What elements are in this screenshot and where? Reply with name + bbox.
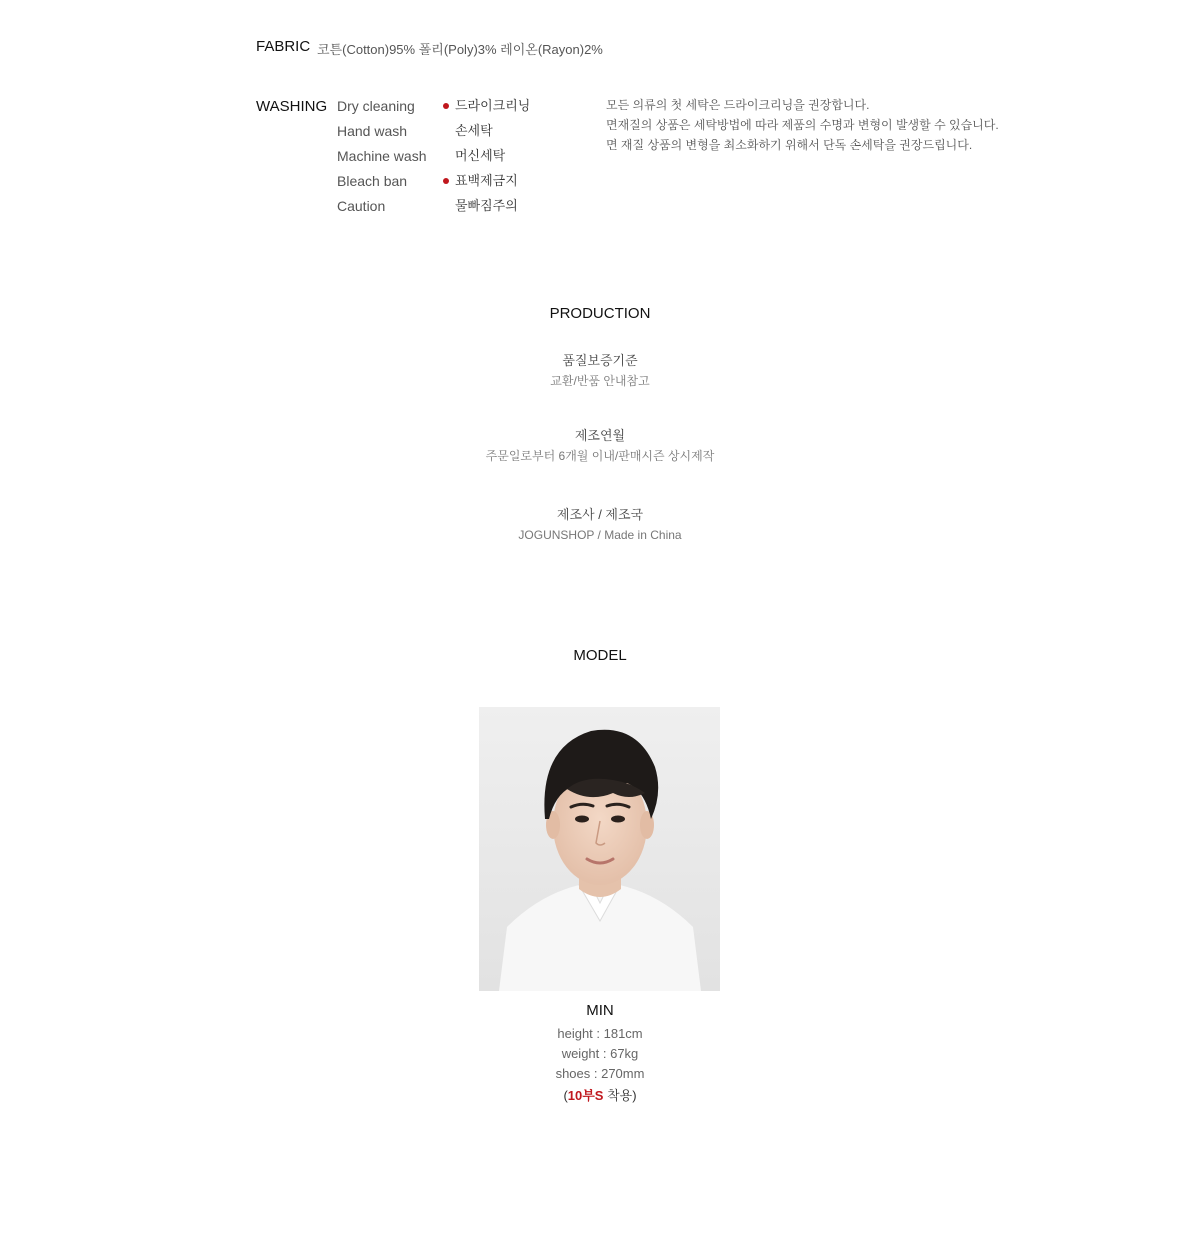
production-item-sub: 주문일로부터 6개월 이내/판매시즌 상시제작 — [485, 449, 715, 463]
washing-notes — [606, 97, 999, 157]
wash-item-ko: 손세탁 — [455, 123, 493, 138]
model-name: MIN — [586, 1002, 614, 1019]
wash-item-ko: 표백제금지 — [442, 172, 530, 197]
production-item-maker — [0, 506, 1200, 544]
washing-note: 모든 의류의 첫 세탁은 드라이크리닝을 권장합니다. — [606, 98, 870, 112]
model-weight: weight : 67kg — [561, 1046, 639, 1061]
fabric-composition: 코튼(Cotton)95% 폴리(Poly)3% 레이온(Rayon)2% — [317, 42, 603, 57]
production-item-sub: 교환/반품 안내참고 — [550, 374, 650, 388]
production-item-quality — [0, 352, 1200, 390]
wash-item-en: Dry cleaning — [337, 98, 415, 114]
model-portrait-image — [479, 707, 720, 991]
washing-note: 면재질의 상품은 세탁방법에 따라 제품의 수명과 변형이 발생할 수 있습니다. — [606, 118, 999, 132]
production-item-heading: 제조연월 — [574, 428, 626, 443]
washing-english-list — [337, 97, 427, 222]
wash-item-ko: 드라이크리닝 — [442, 97, 530, 122]
model-photo — [479, 707, 720, 991]
production-item-heading: 품질보증기준 — [562, 353, 638, 368]
wash-item-en: Bleach ban — [337, 173, 408, 189]
model-shoes: shoes : 270mm — [555, 1066, 645, 1081]
selected-dot-icon — [443, 178, 449, 184]
production-title: PRODUCTION — [549, 305, 651, 322]
production-item-heading: 제조사 / 제조국 — [556, 507, 644, 522]
model-size-highlight: 10부S — [567, 1088, 604, 1103]
wash-item-en: Machine wash — [337, 148, 427, 164]
model-title: MODEL — [573, 647, 627, 664]
washing-korean-list — [442, 97, 530, 222]
wash-item-en: Hand wash — [337, 123, 408, 139]
wash-item-en: Caution — [337, 198, 386, 214]
fabric-label: FABRIC — [256, 38, 311, 55]
production-item-sub: JOGUNSHOP / Made in China — [518, 528, 682, 542]
washing-label: WASHING — [256, 98, 328, 115]
washing-note: 면 재질 상품의 변형을 최소화하기 위해서 단독 손세탁을 권장드립니다. — [606, 138, 973, 152]
wash-item-ko: 물빠짐주의 — [455, 198, 518, 213]
washing-section — [256, 97, 1016, 227]
model-worn-size: (10부S 착용) — [563, 1088, 637, 1103]
selected-dot-icon — [443, 103, 449, 109]
model-height: height : 181cm — [557, 1026, 643, 1041]
wash-item-ko: 머신세탁 — [455, 148, 506, 163]
production-item-date — [0, 427, 1200, 465]
